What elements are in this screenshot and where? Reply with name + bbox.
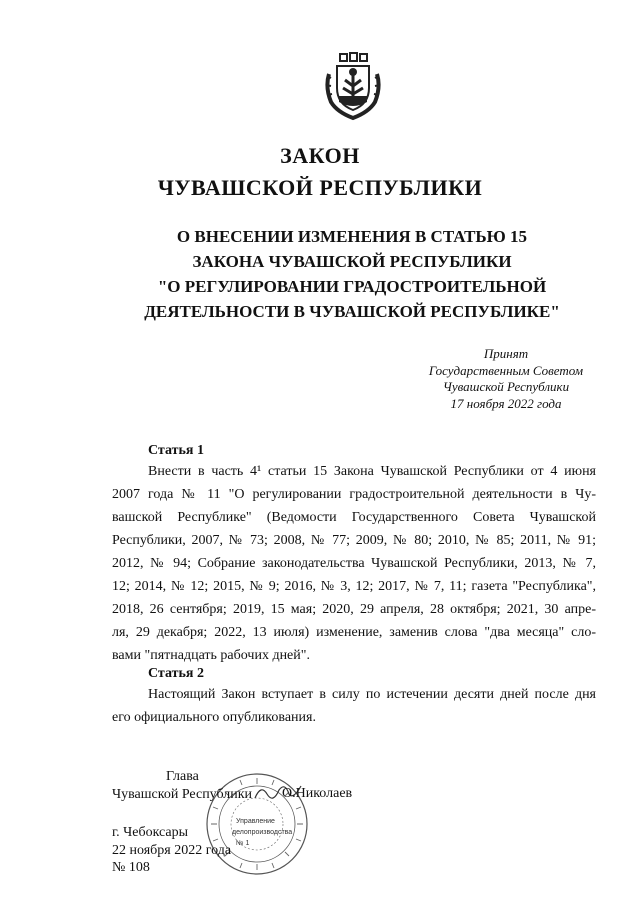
subtitle-line: ДЕЯТЕЛЬНОСТИ В ЧУВАШСКОЙ РЕСПУБЛИКЕ"	[144, 302, 560, 321]
article-line: его официального опубликования.	[112, 710, 316, 725]
article-line: ля, 29 декабря; 2022, 13 июля) изменение, заменив слова "два месяца" сло-	[112, 625, 596, 640]
adoption-line: Принят	[483, 346, 529, 361]
article-line: 12; 2014, № 12; 2015, № 9; 2016, № 3, 12; 2017, № 7, 11; газета "Республика",	[112, 579, 596, 594]
subtitle-line: ЗАКОНА ЧУВАШСКОЙ РЕСПУБЛИКИ	[192, 252, 512, 271]
article-2-body	[112, 683, 596, 729]
article-1-body	[112, 460, 596, 667]
subtitle-line: О ВНЕСЕНИИ ИЗМЕНЕНИЯ В СТАТЬЮ 15	[176, 227, 528, 246]
article-line: Республики, 2007, № 73; 2008, № 77; 2009, № 80; 2010, № 85; 2011, № 91;	[112, 533, 596, 548]
law-subtitle	[0, 224, 640, 324]
document-type-title: ЗАКОН	[280, 143, 360, 168]
article-line: 2012, № 94; Собрание законодательства Чувашской Республики, 2013, № 7,	[112, 556, 596, 571]
law-number: № 108	[112, 860, 150, 875]
adoption-line: Государственным Советом	[428, 362, 584, 378]
signing-date: 22 ноября 2022 года	[112, 842, 232, 858]
stamp-text: делопроизводства	[232, 829, 293, 836]
issuing-authority-title: ЧУВАШСКОЙ РЕСПУБЛИКИ	[157, 175, 483, 200]
stamp-text: № 1	[236, 840, 250, 847]
subtitle-line: "О РЕГУЛИРОВАНИИ ГРАДОСТРОИТЕЛЬНОЙ	[157, 277, 547, 296]
adoption-line: Чувашской Республики	[442, 379, 570, 394]
article-line: 2007 года № 11 "О регулировании градостроительной деятельности в Чу-	[112, 487, 596, 502]
place-date-block	[112, 824, 231, 877]
signatory-position: Глава	[166, 769, 199, 784]
article-line: 2018, 26 сентября; 2019, 15 мая; 2020, 29 апреля, 28 октября; 2021, 30 апре-	[112, 602, 596, 617]
adoption-date: 17 ноября 2022 года	[450, 395, 562, 411]
signatory-position: Чувашской Республики	[112, 787, 253, 802]
article-line: вами "пятнадцать рабочих дней".	[112, 648, 310, 663]
stamp-text: Управление	[236, 818, 275, 825]
signatory-name: О.Николаев	[282, 786, 353, 801]
article-line: Внести в часть 4¹ статьи 15 Закона Чувашской Республики от 4 июня	[148, 464, 596, 479]
coat-of-arms-icon	[323, 52, 383, 122]
article-1-heading: Статья 1	[148, 443, 204, 458]
city: г. Чебоксары	[112, 825, 189, 840]
article-line: вашской Республике" (Ведомости Государственного Совета Чувашской	[112, 510, 596, 525]
article-line: Настоящий Закон вступает в силу по истечении десяти дней после дня	[148, 687, 596, 702]
adoption-note	[400, 346, 612, 412]
article-2-heading: Статья 2	[148, 666, 204, 681]
